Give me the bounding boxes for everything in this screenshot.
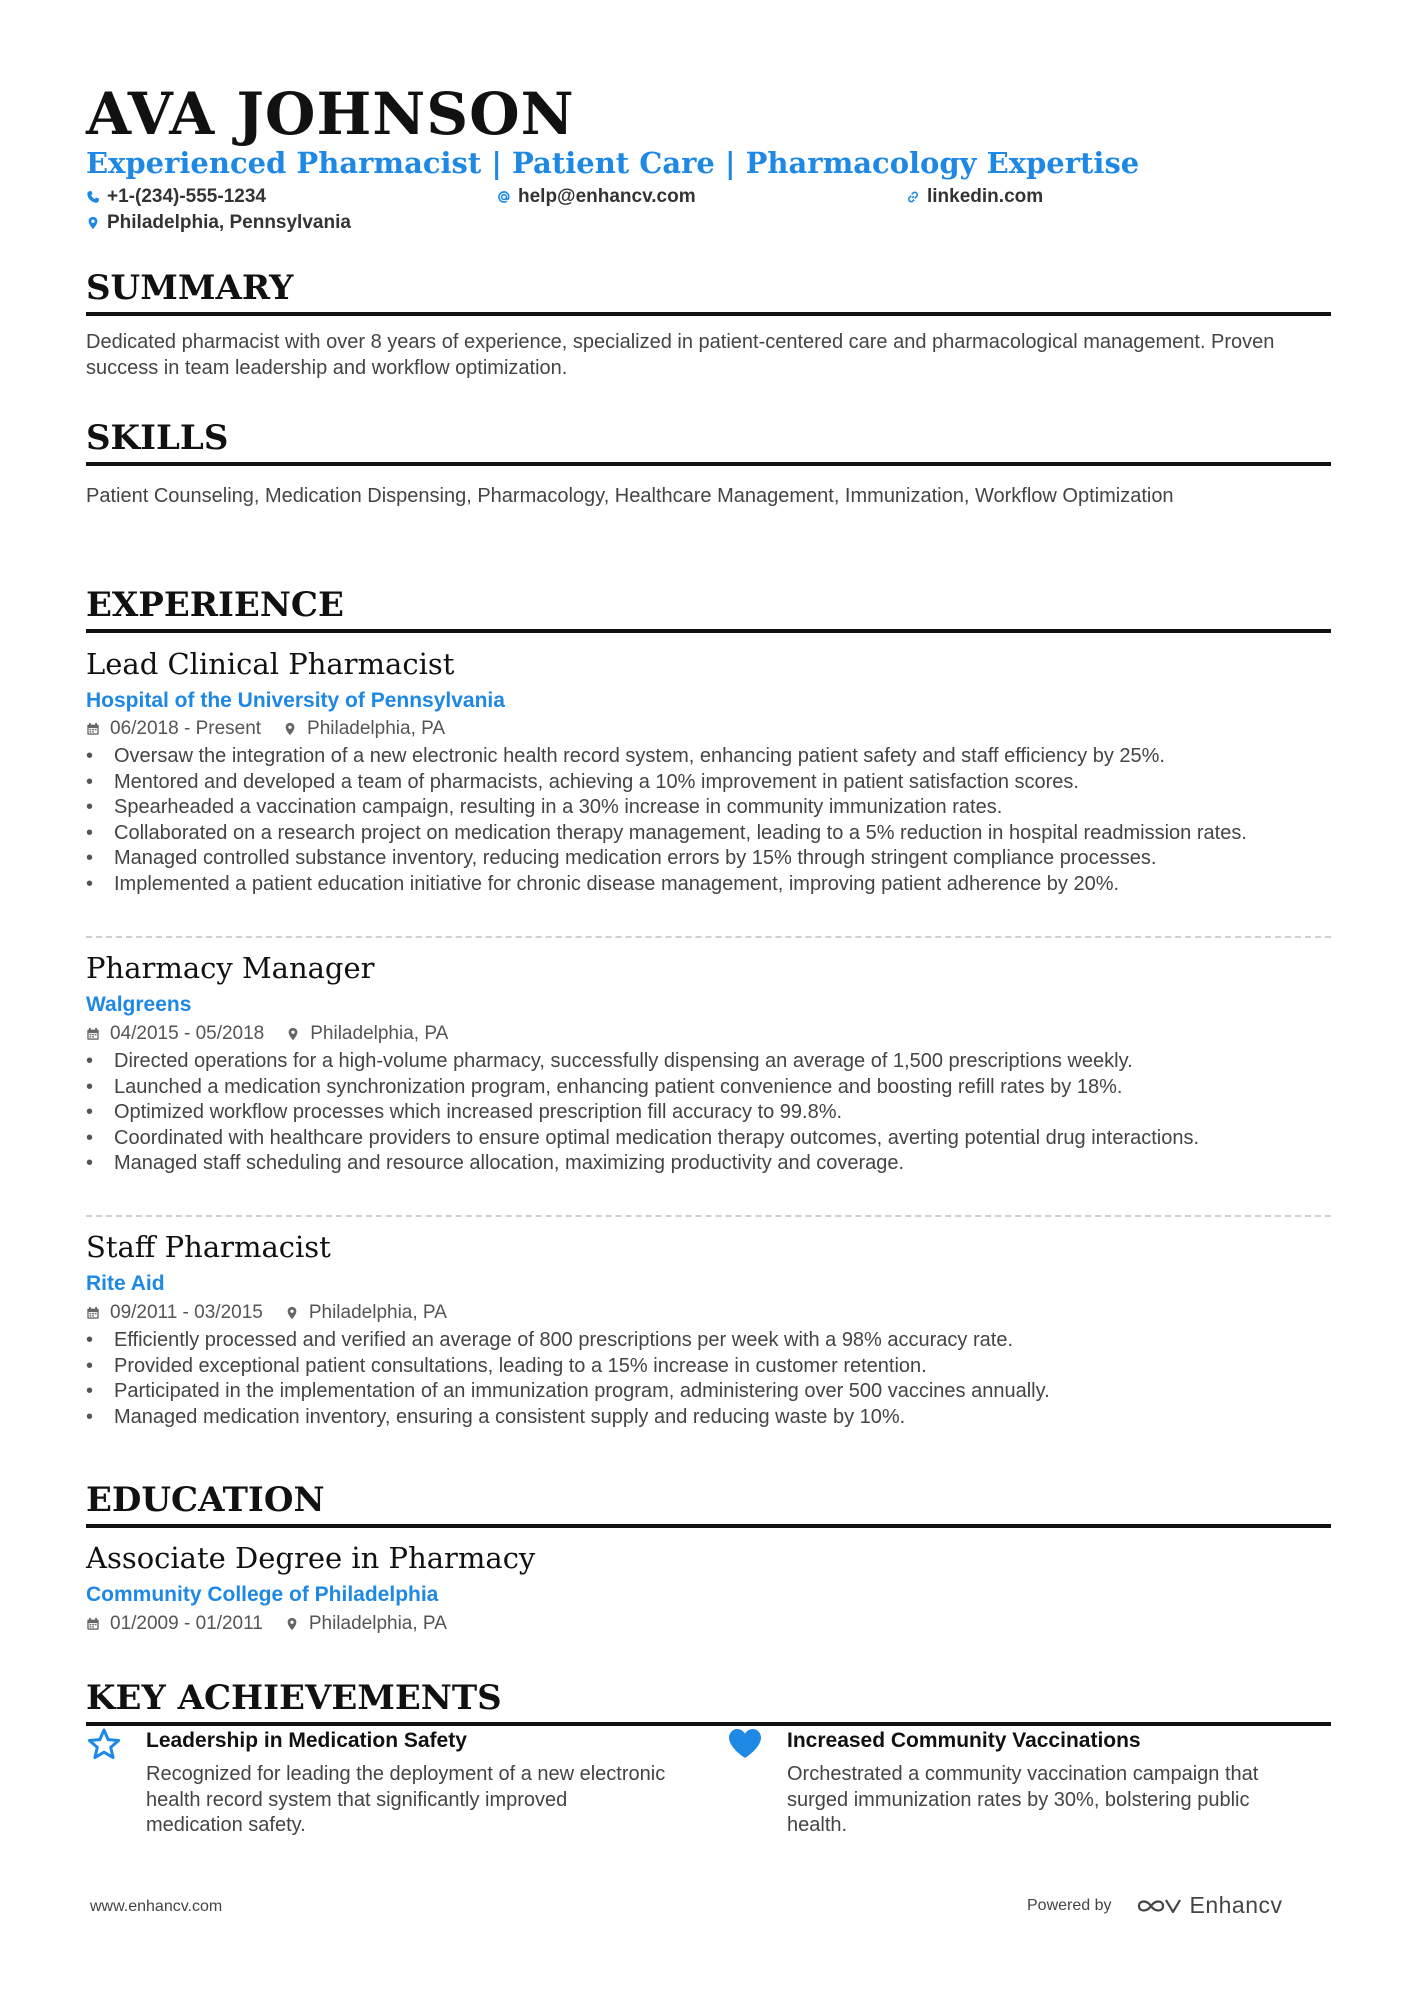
job-bullets [86, 744, 1331, 897]
skills-heading: SKILLS [86, 416, 1331, 466]
summary-text: Dedicated pharmacist with over 8 years of experience, specialized in patient-centered care and pharmacological management. Proven success in team leadership and workflow optimization. [86, 331, 1275, 379]
linkedin-text: linkedin.com [927, 186, 1044, 207]
list-item: • Oversaw the integration of a new electronic health record system, enhancing patient safety and staff efficiency by 25%. [86, 744, 1331, 770]
list-item: • Mentored and developed a team of pharmacists, achieving a 10% improvement in patient satisfaction scores. [86, 770, 1331, 796]
education-location-text: Philadelphia, PA [308, 1613, 447, 1634]
phone-text: +1-(234)-555-1234 [107, 186, 266, 207]
email-text: help@enhancv.com [518, 186, 696, 207]
phone-icon [86, 189, 100, 205]
education-heading: EDUCATION [86, 1478, 1331, 1528]
job-bullets [86, 1049, 1331, 1177]
job-divider [86, 936, 1331, 938]
list-item: • Optimized workflow processes which increased prescription fill accuracy to 99.8%. [86, 1100, 1331, 1126]
job-dates: 09/2011 - 03/2015 [110, 1302, 263, 1323]
degree-title: Associate Degree in Pharmacy [86, 1541, 536, 1575]
job-location [283, 717, 445, 741]
education-meta [86, 1612, 447, 1636]
star-icon [86, 1727, 122, 1761]
list-item: • Managed medication inventory, ensuring a consistent supply and reducing waste by 10%. [86, 1405, 1331, 1431]
map-pin-icon [286, 1026, 300, 1042]
skills-text: Patient Counseling, Medication Dispensing, Pharmacology, Healthcare Management, Immunization, Workflow Optimization [86, 485, 1174, 507]
job-title: Pharmacy Manager [86, 951, 375, 985]
contact-location [86, 211, 351, 235]
contact-linkedin[interactable] [906, 185, 1043, 209]
powered-by-label: Powered by [1027, 1896, 1112, 1914]
job-location-text: Philadelphia, PA [310, 1023, 449, 1044]
achievement-description: Recognized for leading the deployment of a new electronic health record system that significantly improved medication safety. [146, 1763, 666, 1836]
job-meta [86, 1301, 447, 1325]
job-bullets [86, 1328, 1331, 1430]
calendar-icon [86, 721, 100, 737]
job-location [286, 1022, 448, 1046]
candidate-name: AVA JOHNSON [86, 80, 575, 148]
job-dates: 04/2015 - 05/2018 [110, 1023, 265, 1044]
list-item: • Implemented a patient education initiative for chronic disease management, improving patient adherence by 20%. [86, 872, 1331, 898]
brand-name: Enhancv [1189, 1892, 1283, 1918]
job-title: Staff Pharmacist [86, 1230, 331, 1264]
map-pin-icon [86, 215, 100, 231]
list-item: • Directed operations for a high-volume pharmacy, successfully dispensing an average of 1,500 prescriptions weekly. [86, 1049, 1331, 1075]
enhancv-logo-icon [1136, 1894, 1182, 1918]
education-dates: 01/2009 - 01/2011 [110, 1613, 263, 1634]
job-location-text: Philadelphia, PA [307, 718, 446, 739]
contact-phone[interactable] [86, 185, 266, 209]
company-name: Rite Aid [86, 1272, 165, 1295]
achievement-title: Leadership in Medication Safety [146, 1729, 467, 1752]
achievement-description: Orchestrated a community vaccination campaign that surged immunization rates by 30%, bolstering public health. [787, 1763, 1259, 1836]
heart-icon [727, 1727, 763, 1761]
calendar-icon [86, 1026, 100, 1042]
achievement-title: Increased Community Vaccinations [787, 1729, 1141, 1752]
list-item: • Managed staff scheduling and resource allocation, maximizing productivity and coverage. [86, 1151, 1331, 1177]
experience-heading: EXPERIENCE [86, 583, 1331, 633]
candidate-headline: Experienced Pharmacist | Patient Care | Pharmacology Expertise [86, 146, 1140, 180]
job-meta [86, 1022, 448, 1046]
map-pin-icon [283, 721, 297, 737]
achievements-heading: KEY ACHIEVEMENTS [86, 1676, 1331, 1726]
job-location [285, 1301, 447, 1325]
job-dates: 06/2018 - Present [110, 718, 262, 739]
company-name: Walgreens [86, 993, 192, 1016]
list-item: • Collaborated on a research project on medication therapy management, leading to a 5% reduction in hospital readmission rates. [86, 821, 1331, 847]
calendar-icon [86, 1305, 100, 1321]
list-item: • Launched a medication synchronization program, enhancing patient convenience and boosting refill rates by 18%. [86, 1075, 1331, 1101]
list-item: • Coordinated with healthcare providers to ensure optimal medication therapy outcomes, averting potential drug interactions. [86, 1126, 1331, 1152]
map-pin-icon [285, 1305, 299, 1321]
list-item: • Participated in the implementation of an immunization program, administering over 500 vaccines annually. [86, 1379, 1331, 1405]
list-item: • Spearheaded a vaccination campaign, resulting in a 30% increase in community immunization rates. [86, 795, 1331, 821]
footer-website[interactable]: www.enhancv.com [90, 1898, 223, 1915]
company-name: Hospital of the University of Pennsylvania [86, 689, 505, 712]
map-pin-icon [285, 1616, 299, 1632]
footer-powered-by[interactable] [1027, 1892, 1283, 1919]
job-location-text: Philadelphia, PA [308, 1302, 447, 1323]
at-icon [497, 189, 511, 205]
school-name: Community College of Philadelphia [86, 1583, 439, 1606]
job-meta [86, 717, 445, 741]
education-location [285, 1612, 447, 1636]
job-divider [86, 1215, 1331, 1217]
location-text: Philadelphia, Pennsylvania [107, 212, 351, 233]
list-item: • Efficiently processed and verified an average of 800 prescriptions per week with a 98% accuracy rate. [86, 1328, 1331, 1354]
list-item: • Managed controlled substance inventory, reducing medication errors by 15% through stringent compliance processes. [86, 846, 1331, 872]
summary-heading: SUMMARY [86, 266, 1331, 316]
contact-email[interactable] [497, 185, 696, 209]
job-title: Lead Clinical Pharmacist [86, 647, 455, 681]
list-item: • Provided exceptional patient consultations, leading to a 15% increase in customer retention. [86, 1354, 1331, 1380]
calendar-icon [86, 1616, 100, 1632]
link-icon [906, 189, 920, 205]
